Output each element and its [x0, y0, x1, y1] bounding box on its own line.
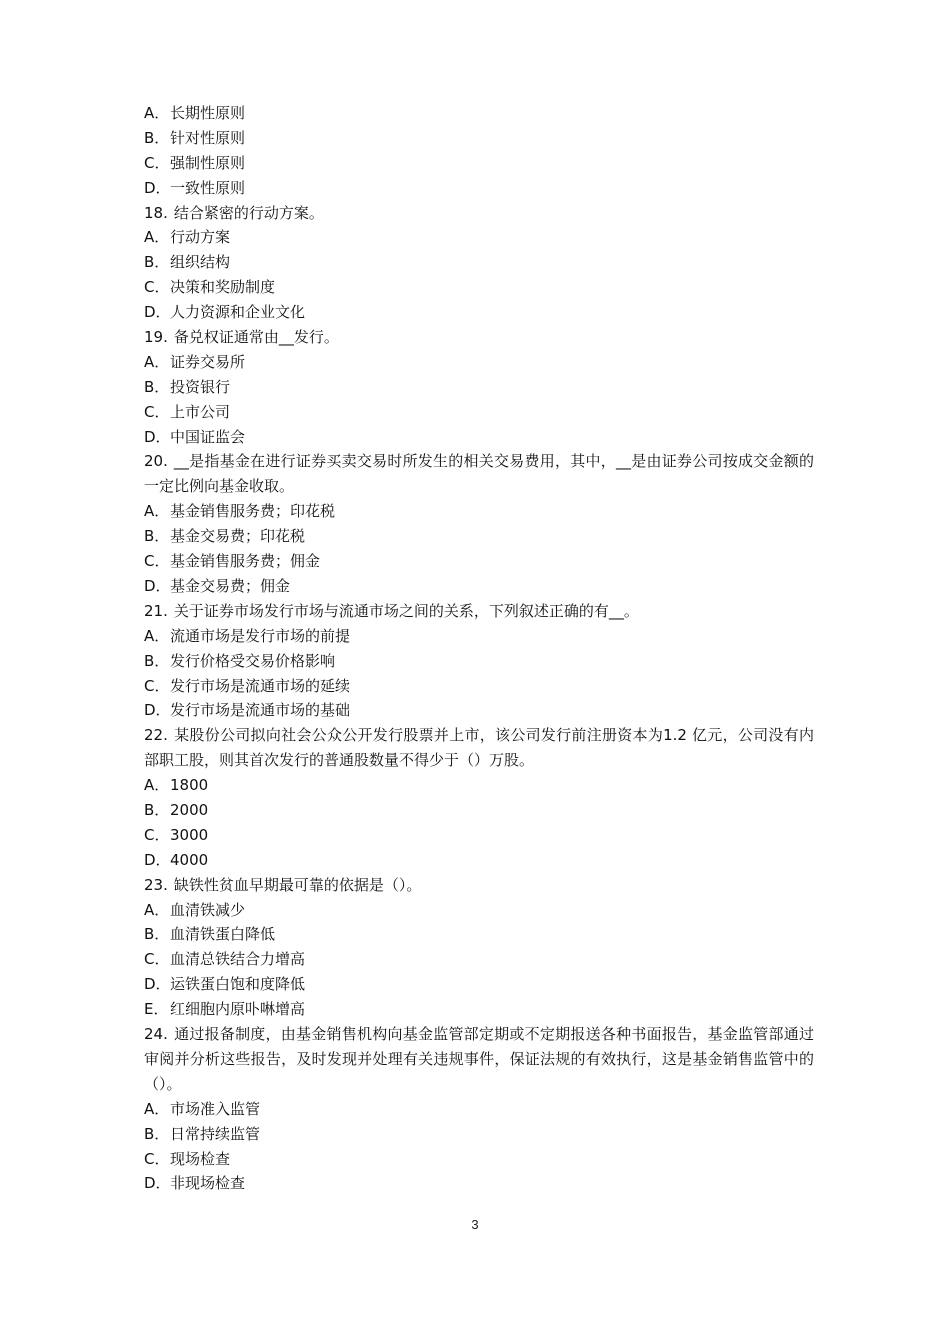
- option-text: 市场准入监管: [170, 1099, 261, 1118]
- option-text: 上市公司: [170, 402, 231, 421]
- answer-option: [144, 101, 814, 126]
- option-text: 组织结构: [170, 253, 231, 272]
- option-letter: E．: [144, 1000, 169, 1019]
- option-text: 人力资源和企业文化: [170, 303, 306, 322]
- option-letter: C．: [144, 402, 170, 421]
- question-stem: [144, 1022, 814, 1097]
- question-stem: [144, 449, 814, 499]
- option-letter: D．: [144, 975, 171, 994]
- answer-option: [144, 922, 814, 947]
- option-letter: B．: [144, 377, 170, 396]
- option-letter: D．: [144, 427, 171, 446]
- option-text: 运铁蛋白饱和度降低: [170, 975, 306, 994]
- answer-option: [144, 1171, 814, 1196]
- option-text: 血清铁蛋白降低: [170, 925, 276, 944]
- option-text: 决策和奖励制度: [170, 278, 276, 297]
- option-letter: A．: [144, 1099, 170, 1118]
- question-number: 22.: [144, 726, 168, 745]
- option-text: 中国证监会: [170, 427, 246, 446]
- option-text: 基金交易费；印花税: [170, 527, 306, 546]
- question-text: 关于证券市场发行市场与流通市场之间的关系，下列叙述正确的有__。: [173, 601, 639, 620]
- question-stem: [144, 873, 814, 898]
- answer-option: [144, 300, 814, 325]
- option-text: 长期性原则: [170, 104, 246, 122]
- answer-option: [144, 549, 814, 574]
- answer-option: [144, 350, 814, 375]
- option-letter: A．: [144, 776, 170, 795]
- option-text: 基金交易费；佣金: [170, 576, 291, 595]
- answer-option: [144, 250, 814, 275]
- answer-option: [144, 126, 814, 151]
- option-text: 证券交易所: [170, 352, 246, 371]
- answer-option: [144, 1097, 814, 1122]
- answer-option: [144, 649, 814, 674]
- answer-option: [144, 225, 814, 250]
- option-letter: B．: [144, 253, 170, 272]
- option-letter: C．: [144, 950, 170, 969]
- question-number: 18.: [144, 203, 168, 222]
- option-letter: B．: [144, 801, 170, 819]
- option-letter: D．: [144, 178, 171, 197]
- answer-option: [144, 798, 814, 823]
- question-stem: [144, 325, 814, 350]
- option-text: 发行价格受交易价格影响: [170, 651, 336, 670]
- question-number: 21.: [144, 601, 168, 620]
- option-text: 3000: [170, 825, 209, 844]
- option-letter: D．: [144, 576, 171, 595]
- option-letter: D．: [144, 701, 171, 720]
- question-list: [144, 101, 814, 1196]
- answer-option: [144, 674, 814, 699]
- question-stem: [144, 723, 814, 773]
- answer-option: [144, 898, 814, 923]
- option-text: 日常持续监管: [170, 1124, 261, 1143]
- answer-option: [144, 151, 814, 176]
- option-text: 基金销售服务费；佣金: [170, 552, 321, 571]
- question-text: 缺铁性贫血早期最可靠的依据是（）。: [173, 875, 422, 894]
- question-text: 结合紧密的行动方案。: [173, 203, 324, 222]
- answer-option: [144, 425, 814, 450]
- option-text: 流通市场是发行市场的前提: [170, 626, 351, 645]
- option-text: 发行市场是流通市场的基础: [170, 701, 351, 720]
- option-letter: A．: [144, 626, 170, 645]
- option-letter: B．: [144, 1124, 170, 1143]
- option-letter: A．: [144, 228, 170, 247]
- answer-option: [144, 1147, 814, 1172]
- option-text: 红细胞内原卟啉增高: [170, 1000, 306, 1019]
- question-number: 20.: [144, 452, 168, 471]
- answer-option: [144, 997, 814, 1022]
- answer-option: [144, 400, 814, 425]
- answer-option: [144, 176, 814, 201]
- option-letter: A．: [144, 900, 170, 919]
- question-number: 24.: [144, 1025, 168, 1044]
- option-letter: D．: [144, 1174, 171, 1193]
- option-letter: A．: [144, 352, 170, 371]
- question-stem: [144, 599, 814, 624]
- answer-option: [144, 524, 814, 549]
- option-letter: C．: [144, 825, 170, 844]
- option-text: 行动方案: [170, 228, 231, 247]
- option-letter: A．: [144, 104, 170, 122]
- question-text: 备兑权证通常由__发行。: [173, 328, 339, 347]
- page-number: 3: [471, 1217, 479, 1232]
- option-letter: D．: [144, 303, 171, 322]
- answer-option: [144, 947, 814, 972]
- option-text: 投资银行: [170, 377, 231, 396]
- option-text: 强制性原则: [170, 153, 246, 172]
- option-letter: C．: [144, 552, 170, 571]
- answer-option: [144, 574, 814, 599]
- option-text: 针对性原则: [170, 128, 246, 147]
- option-text: 一致性原则: [170, 178, 246, 197]
- option-text: 1800: [170, 776, 209, 795]
- answer-option: [144, 698, 814, 723]
- answer-option: [144, 1122, 814, 1147]
- option-text: 血清铁减少: [170, 900, 246, 919]
- option-text: 发行市场是流通市场的延续: [170, 676, 351, 695]
- option-letter: C．: [144, 153, 170, 172]
- answer-option: [144, 624, 814, 649]
- option-letter: C．: [144, 278, 170, 297]
- option-letter: B．: [144, 527, 170, 546]
- option-letter: A．: [144, 502, 170, 521]
- option-text: 血清总铁结合力增高: [170, 950, 306, 969]
- option-letter: B．: [144, 925, 170, 944]
- option-letter: C．: [144, 676, 170, 695]
- answer-option: [144, 275, 814, 300]
- question-text: 通过报备制度，由基金销售机构向基金监管部定期或不定期报送各种书面报告，基金监管部通过审阅并分析这些报告，及时发现并处理有关违规事件，保证法规的有效执行，这是基金销售监管中的（）。: [144, 1025, 814, 1093]
- answer-option: [144, 972, 814, 997]
- option-text: 现场检查: [170, 1149, 231, 1168]
- option-text: 2000: [170, 801, 209, 819]
- option-letter: B．: [144, 128, 170, 147]
- answer-option: [144, 848, 814, 873]
- option-letter: B．: [144, 651, 170, 670]
- question-number: 19.: [144, 328, 168, 347]
- option-text: 非现场检查: [170, 1174, 246, 1193]
- option-letter: C．: [144, 1149, 170, 1168]
- question-text: 某股份公司拟向社会公众公开发行股票并上市，该公司发行前注册资本为1.2 亿元，公司没有内部职工股，则其首次发行的普通股数量不得少于（）万股。: [144, 726, 814, 770]
- option-letter: D．: [144, 850, 171, 869]
- answer-option: [144, 375, 814, 400]
- answer-option: [144, 823, 814, 848]
- question-stem: [144, 201, 814, 226]
- question-number: 23.: [144, 875, 168, 894]
- option-text: 基金销售服务费；印花税: [170, 502, 336, 521]
- answer-option: [144, 499, 814, 524]
- option-text: 4000: [170, 850, 209, 869]
- question-text: __是指基金在进行证券买卖交易时所发生的相关交易费用，其中，__是由证券公司按成交金额的一定比例向基金收取。: [144, 452, 814, 496]
- answer-option: [144, 773, 814, 798]
